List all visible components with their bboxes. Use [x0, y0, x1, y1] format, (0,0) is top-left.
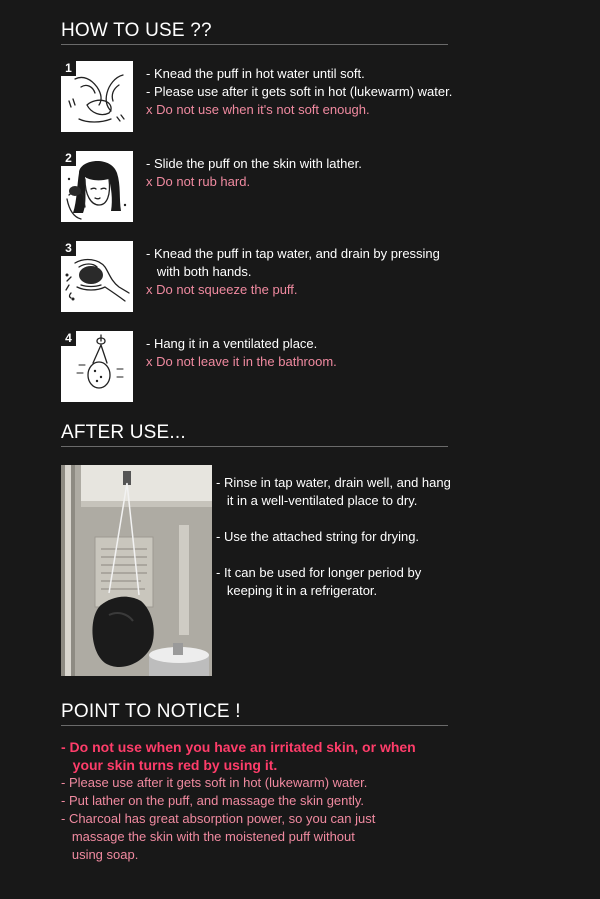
step-4-text [146, 335, 337, 371]
step-3-illustration [61, 241, 133, 312]
step-3-number: 3 [61, 241, 76, 256]
step-4-number: 4 [61, 331, 76, 346]
step-4-warning: x Do not leave it in the bathroom. [146, 354, 337, 369]
step-2-text [146, 155, 362, 191]
notice-line-5: using soap. [61, 847, 139, 862]
step-4-line-1: - Hang it in a ventilated place. [146, 336, 318, 351]
step-1-number: 1 [61, 61, 76, 76]
step-3-warning: x Do not squeeze the puff. [146, 282, 298, 297]
step-2-warning: x Do not rub hard. [146, 174, 251, 189]
charcoal-puff-hanging-photo [61, 465, 212, 676]
step-3-line-2: with both hands. [146, 264, 252, 279]
step-1-line-2: - Please use after it gets soft in hot (lukewarm) water. [146, 84, 453, 99]
step-3-text [146, 245, 440, 299]
after-use-item-1-line-1: - Rinse in tap water, drain well, and hang [216, 475, 451, 490]
after-use-heading: AFTER USE... [61, 422, 448, 447]
step-1-warning: x Do not use when it's not soft enough. [146, 102, 370, 117]
step-2-line-1: - Slide the puff on the skin with lather. [146, 156, 362, 171]
after-use-instructions [216, 474, 451, 618]
after-use-item-2 [216, 528, 451, 546]
step-3-line-1: - Knead the puff in tap water, and drain by pressing [146, 246, 440, 261]
notice-line-2: - Put lather on the puff, and massage the skin gently. [61, 793, 365, 808]
notice-line-3: - Charcoal has great absorption power, so you can just [61, 811, 376, 826]
after-use-item-3 [216, 564, 451, 600]
notice-heading: POINT TO NOTICE ! [61, 701, 448, 726]
step-4-illustration [61, 331, 133, 402]
notice-warning-line-2: your skin turns red by using it. [61, 757, 278, 773]
notice-warning-line-1: - Do not use when you have an irritated skin, or when [61, 739, 416, 755]
after-use-item-1 [216, 474, 451, 510]
step-2-illustration [61, 151, 133, 222]
step-2-number: 2 [61, 151, 76, 166]
step-1-line-1: - Knead the puff in hot water until soft. [146, 66, 365, 81]
how-to-use-heading: HOW TO USE ?? [61, 20, 448, 45]
notice-line-1: - Please use after it gets soft in hot (lukewarm) water. [61, 775, 368, 790]
step-1-text [146, 65, 452, 119]
after-use-item-3-line-1: - It can be used for longer period by [216, 565, 422, 580]
step-1-illustration [61, 61, 133, 132]
after-use-item-3-line-2: keeping it in a refrigerator. [216, 583, 378, 598]
after-use-item-1-line-2: it in a well-ventilated place to dry. [216, 493, 418, 508]
after-use-item-2-line-1: - Use the attached string for drying. [216, 529, 420, 544]
notice-list [61, 738, 416, 864]
notice-line-4: massage the skin with the moistened puff without [61, 829, 355, 844]
